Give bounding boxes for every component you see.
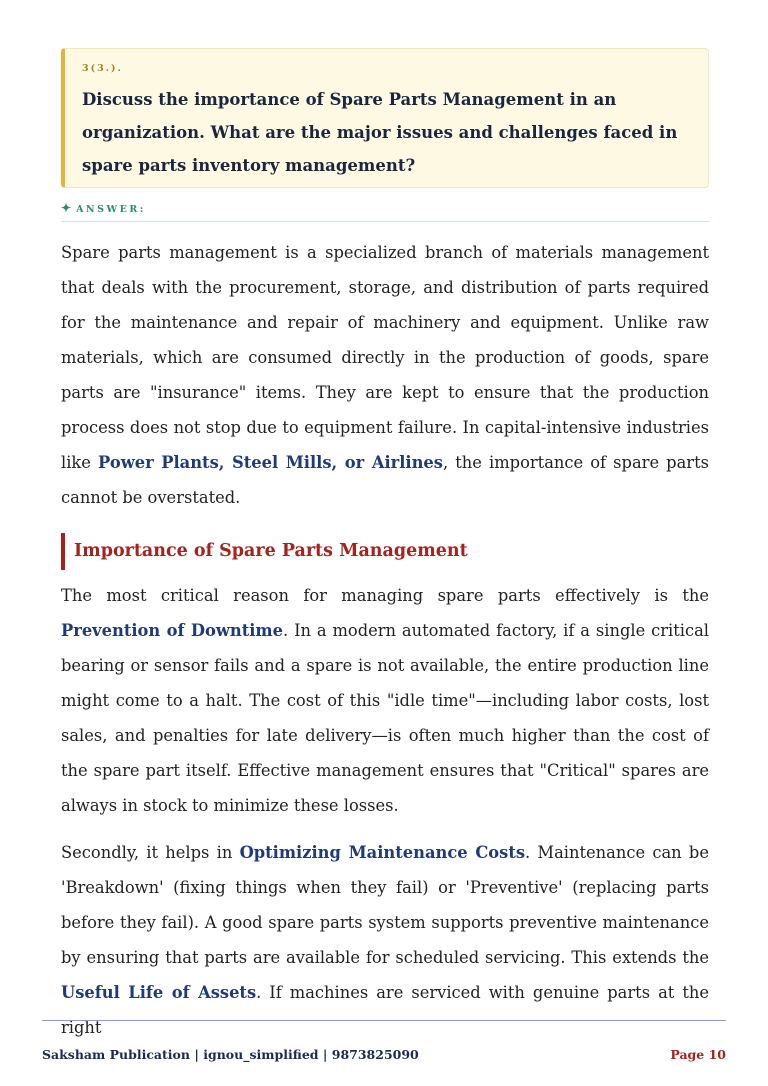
footer-publisher: Saksham Publication | ignou_simplified | 9873825090 xyxy=(42,1047,419,1062)
question-text: Discuss the importance of Spare Parts Management in an organization. What are the major issues and challenges faced in spare parts inventory management? xyxy=(82,90,678,175)
question-number: 3(3.). xyxy=(82,63,123,74)
footer-page-number: Page 10 xyxy=(670,1047,726,1062)
answer-label xyxy=(61,200,709,222)
answer-label-text: ANSWER: xyxy=(76,204,146,215)
para2-text-2: . Maintenance can be 'Breakdown' (fixing things when they fail) or 'Preventive' (replacing parts before they fail). A good spare parts system supports preventive maintenance by ensuring that parts are available for scheduled servicing. This extends the xyxy=(61,843,709,967)
para1-text-1: The most critical reason for managing spare parts effectively is the xyxy=(61,586,709,605)
section-heading: Importance of Spare Parts Management xyxy=(61,533,709,570)
question-box xyxy=(61,48,709,188)
intro-paragraph xyxy=(61,235,709,515)
importance-paragraph-2 xyxy=(61,835,709,1045)
intro-text-2: , the importance of spare parts cannot be overstated. xyxy=(61,453,709,507)
intro-text-1: Spare parts management is a specialized branch of materials management that deals with the procurement, storage, and distribution of parts required for the maintenance and repair of machinery and equipment. Unlike raw materials, which are consumed directly in the production of goods, spare parts are "insurance" items. They are kept to ensure that the production process does not stop due to equipment failure. In capital-intensive industries like xyxy=(61,243,709,472)
para2-highlight-assets: Useful Life of Assets xyxy=(61,983,257,1002)
para1-highlight-downtime: Prevention of Downtime xyxy=(61,621,283,640)
footer-divider xyxy=(42,1020,726,1021)
star-icon: ✦ xyxy=(61,201,72,215)
para2-text-3: . If machines are serviced with genuine parts at the right xyxy=(61,983,709,1037)
para2-text-1: Secondly, it helps in xyxy=(61,843,240,862)
para2-highlight-maintenance: Optimizing Maintenance Costs xyxy=(239,843,526,862)
para1-text-2: . In a modern automated factory, if a single critical bearing or sensor fails and a spare is not available, the entire production line might come to a halt. The cost of this "idle time"—including labor costs, lost sales, and penalties for late delivery—is often much higher than the cost of the spare part itself. Effective management ensures that "Critical" spares are always in stock to minimize these losses. xyxy=(61,621,710,815)
importance-paragraph-1 xyxy=(61,578,709,823)
intro-highlight-industries: Power Plants, Steel Mills, or Airlines xyxy=(98,453,443,472)
